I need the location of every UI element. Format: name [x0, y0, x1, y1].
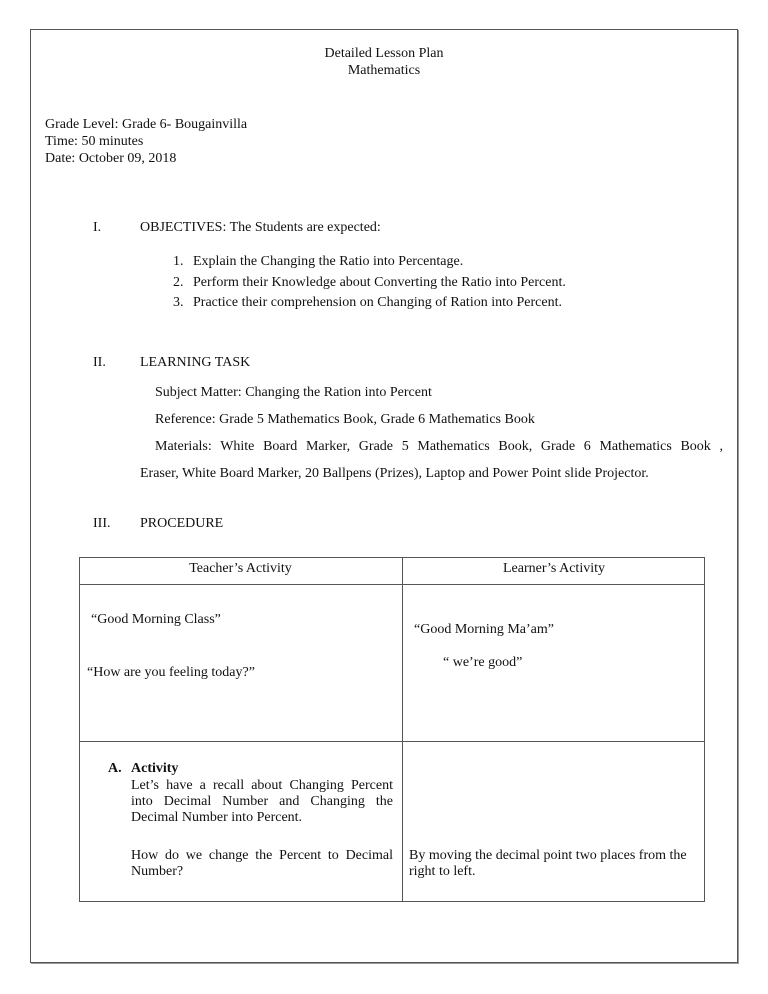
- objective-item: Perform their Knowledge about Converting the Ratio into Percent.: [193, 275, 566, 290]
- procedure-numeral: III.: [93, 516, 111, 531]
- column-header-teacher: Teacher’s Activity: [189, 561, 292, 576]
- table-header-divider: [79, 584, 705, 585]
- column-header-learner: Learner’s Activity: [503, 561, 605, 576]
- procedure-heading: PROCEDURE: [140, 516, 224, 531]
- objectives-numeral: I.: [93, 220, 102, 235]
- teacher-question: “How are you feeling today?”: [87, 665, 255, 680]
- learning-task-heading: LEARNING TASK: [140, 355, 251, 370]
- objective-number: 3.: [173, 295, 184, 310]
- activity-marker: A.: [108, 761, 122, 776]
- learning-task-numeral: II.: [93, 355, 106, 370]
- date-info: Date: October 09, 2018: [45, 151, 177, 166]
- subject-matter: Subject Matter: Changing the Ration into Percent: [155, 385, 432, 400]
- reference: Reference: Grade 5 Mathematics Book, Grade 6 Mathematics Book: [155, 412, 535, 427]
- document-subject: Mathematics: [347, 63, 421, 78]
- objective-item: Practice their comprehension on Changing of Ration into Percent.: [193, 295, 562, 310]
- teacher-greeting: “Good Morning Class”: [91, 612, 221, 627]
- time-info: Time: 50 minutes: [45, 134, 144, 149]
- document-title: Detailed Lesson Plan: [324, 46, 444, 61]
- table-column-divider: [402, 557, 403, 902]
- objective-number: 1.: [173, 254, 184, 269]
- objectives-heading: OBJECTIVES: The Students are expected:: [140, 220, 381, 235]
- materials-line-2: Eraser, White Board Marker, 20 Ballpens (Prizes), Laptop and Power Point slide Projector.: [140, 466, 649, 481]
- materials-line-1: Materials: White Board Marker, Grade 5 Mathematics Book, Grade 6 Mathematics Book ,: [155, 439, 723, 454]
- learner-answer: By moving the decimal point two places from the right to left.: [409, 848, 687, 879]
- activity-intro: Let’s have a recall about Changing Percent into Decimal Number and Changing the Decimal Number into Percent.: [131, 778, 393, 825]
- objective-item: Explain the Changing the Ratio into Percentage.: [193, 254, 464, 269]
- table-row-divider: [79, 741, 705, 742]
- activity-label: Activity: [131, 761, 179, 776]
- objective-number: 2.: [173, 275, 184, 290]
- activity-question: How do we change the Percent to Decimal Number?: [131, 848, 393, 879]
- learner-reply: “ we’re good”: [443, 655, 523, 670]
- grade-level: Grade Level: Grade 6- Bougainvilla: [45, 117, 248, 132]
- learner-greeting: “Good Morning Ma’am”: [414, 622, 554, 637]
